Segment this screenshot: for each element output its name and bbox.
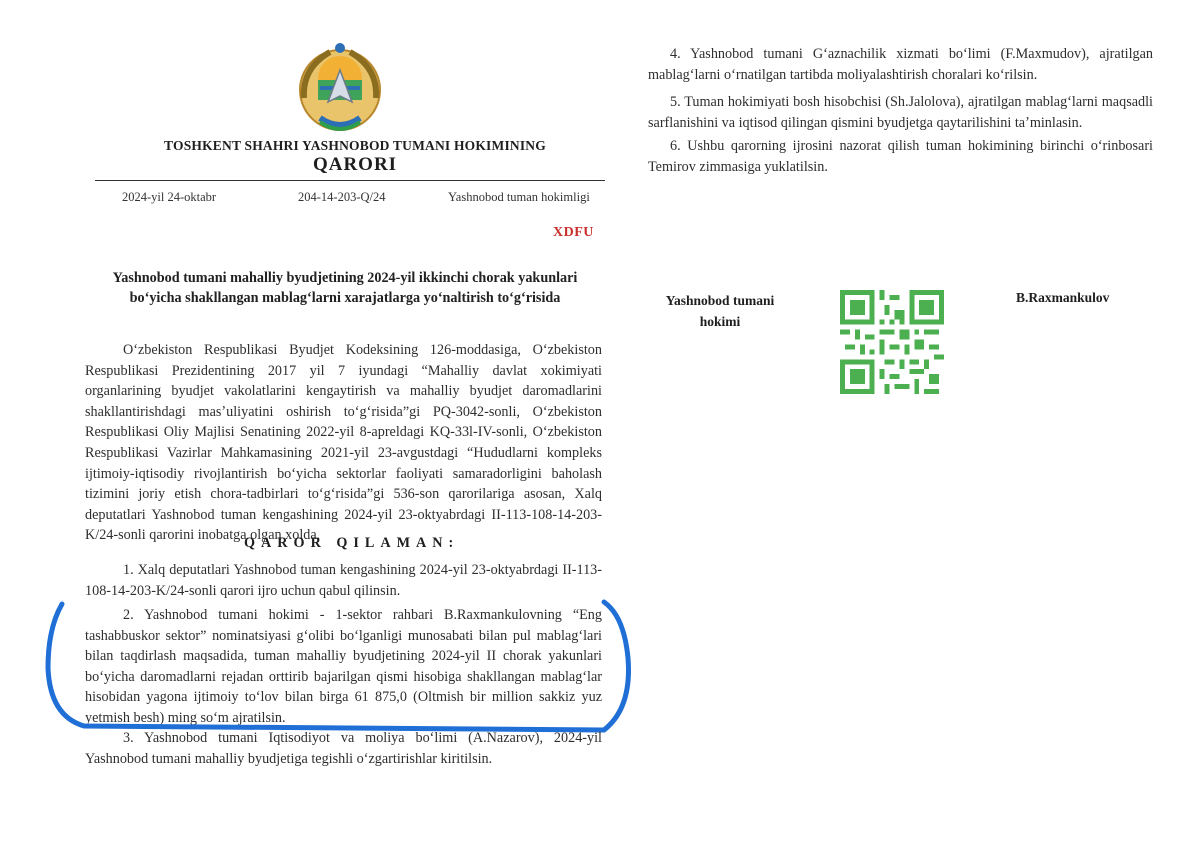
document-date: 2024-yil 24-oktabr: [122, 190, 217, 204]
document-title-line2: QARORI: [312, 154, 398, 175]
document-place: Yashnobod tuman hokimligi: [448, 190, 590, 204]
item-3-text: 3. Yashnobod tumani Iqtisodiyot va moliya boʻlimi (A.Nazarov), 2024-yil Yashnobod tumani mahalliy byudjetiga tegishli oʻzgartirishlar kiritilsin.: [85, 730, 602, 767]
document-subject: [80, 268, 610, 308]
xdfu-stamp: XDFU: [553, 225, 594, 240]
item-4-text: 4. Yashnobod tumani Gʻaznachilik xizmati boʻlimi (F.Maxmudov), ajratilgan mablagʻlarni oʻrnatilgan tartibda moliyalashtirish choralari koʻrilsin.: [648, 46, 1153, 83]
preamble-paragraph: [85, 340, 602, 546]
preamble-text: Oʻzbekiston Respublikasi Byudjet Kodeksining 126-moddasiga, Oʻzbekiston Respublikasi Prezidentining 2017 yil 7 iyundagi “Mahalliy davlat xokimiyati organlarining byudjet vakolatlarini kengaytirish va mahalliy byudjet daromadlarini shakllantirishdagi masʼuliyatini oshirish toʻgʻrisida”gi PQ-3042-sonli, Oʻzbekiston Respublikasi Oliy Majlisi Senatining 2022-yil 8-apreldagi KQ-33l-IV-sonli, Oʻzbekiston Respublikasi Vazirlar Mahkamasining 2021-yil 23-avgustdagi “Hududlarni kompleks ijtimoiy-iqtisodiy rivojlantirish boʻyicha sektorlar faoliyati samaradorligini baholash tizimini joriy etish chora-tadbirlari toʻgʻrisida”gi 536-son qarorilariga asosan, Xalq deputatlari Yashnobod tuman kengashining 2024-yil 23-oktyabrdagi II-113-108-14-203-K/24-sonli qarorini inobatga olgan xolda,: [85, 342, 602, 544]
item-6-text: 6. Ushbu qarorning ijrosini nazorat qilish tuman hokimining birinchi oʻrinbosari Temirov zimmasiga yuklatilsin.: [648, 138, 1153, 175]
title-divider: [95, 180, 605, 181]
signatory-position-line1: Yashnobod tumani: [665, 293, 775, 308]
item-5: [648, 92, 1153, 134]
signatory-name: B.Raxmankulov: [1016, 290, 1110, 305]
document-number: 204-14-203-Q/24: [298, 190, 386, 204]
subject-line1: Yashnobod tumani mahalliy byudjetining 2024-yil ikkinchi chorak yakunlari: [112, 270, 578, 286]
document-title-line1: TOSHKENT SHAHRI YASHNOBOD TUMANI HOKIMINING: [164, 138, 546, 153]
signatory-position: [654, 290, 786, 332]
decision-heading: QAROR QILAMAN:: [244, 535, 460, 551]
signatory-position-line2: hokimi: [699, 314, 741, 329]
item-1: [85, 560, 602, 601]
subject-line2: boʻyicha shakllangan mablagʻlarni xarajatlarga yoʻnaltirish toʻgʻrisida: [129, 290, 561, 306]
item-5-text: 5. Tuman hokimiyati bosh hisobchisi (Sh.Jalolova), ajratilgan mablagʻlarni maqsadli sarflanishini va iqtisod qilingan qismini byudjetga qaytarilishini taʼminlasin.: [648, 94, 1153, 131]
item-3: [85, 728, 602, 769]
item-4: [648, 44, 1153, 86]
item-2-text: 2. Yashnobod tumani hokimi - 1-sektor rahbari B.Raxmankulovning “Eng tashabbuskor sektor” nominatsiyasi gʻolibi boʻlganligi munosabati bilan pul mablagʻlari bilan taqdirlash maqsadida, tuman mahalliy byudjetining 2024-yil II chorak yakunlari boʻyicha daromadlarni rejadan orttirib bajarilgan qismi hisobiga shakllangan mablagʻlar hisobidan yagona ijtimoiy toʻlov bilan birga 61 875,0 (Oltmish bir million sakkiz yuz yetmish besh) ming soʻm ajratilsin.: [85, 607, 602, 726]
qr-code-icon: [840, 290, 944, 394]
item-1-text: 1. Xalq deputatlari Yashnobod tuman kengashining 2024-yil 23-oktyabrdagi II-113-108-14-203-K/24-sonli qarori ijro uchun qabul qilinsin.: [85, 562, 602, 599]
highlight-oval-annotation: [44, 598, 636, 738]
item-6: [648, 136, 1153, 178]
state-emblem-icon: [290, 40, 390, 136]
